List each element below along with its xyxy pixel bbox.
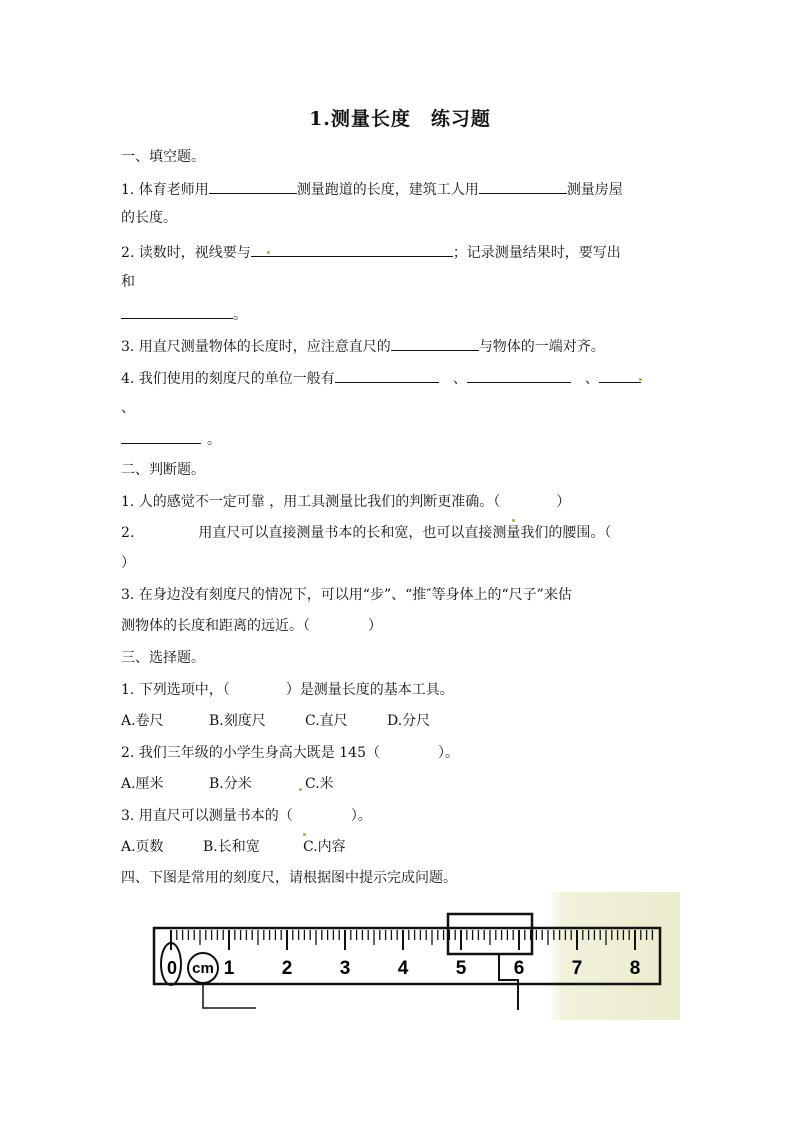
s1-question-2-cont: 和: [121, 274, 135, 290]
s3-question-1-options: [121, 711, 430, 731]
s3-q2-text-b: ）。: [437, 745, 459, 761]
answer-blank[interactable]: [209, 178, 297, 194]
s1-q4-text-c: 。: [207, 432, 221, 448]
s3-question-3-options: [121, 837, 346, 857]
s2-question-3: 3. 在身边没有刻度尺的情况下，可以用“步”、“推″等身体上的“尺子”来估: [121, 587, 572, 603]
s1-question-2: [121, 241, 621, 263]
s3-q3-text: 3. 用直尺可以测量书本的（: [121, 808, 293, 824]
s1-question-4: [121, 367, 641, 389]
s1-question-3: [121, 335, 605, 357]
answer-blank[interactable]: [599, 367, 641, 383]
s1-question-1-cont: 的长度。: [121, 210, 177, 226]
ruler-number: 3: [339, 958, 351, 979]
s1-q1-text-a: 1. 体育老师用: [121, 182, 209, 198]
s1-q1-text-b: 测量跑道的长度，建筑工人用: [296, 182, 479, 198]
s1-q4-text-a: 4. 我们使用的刻度尺的单位一般有: [121, 371, 335, 387]
s1-q3-text-b: 与物体的一端对齐。: [478, 339, 605, 355]
s3-question-3: [121, 806, 372, 826]
option-c[interactable]: C.内容: [303, 839, 346, 855]
s2-question-2: [121, 523, 611, 543]
ruler-unit-label: cm: [192, 960, 214, 977]
answer-blank[interactable]: [467, 367, 571, 383]
s2-question-1: [121, 492, 570, 512]
option-a[interactable]: A.厘米: [121, 776, 164, 792]
s3-q3-text-b: ）。: [350, 808, 372, 824]
ruler-number: 0: [166, 958, 178, 978]
s1-q4-sep-1: 、: [452, 371, 467, 387]
ruler-number: 8: [629, 958, 641, 979]
s3-question-1: [121, 680, 454, 700]
option-b[interactable]: B.长和宽: [203, 839, 260, 855]
answer-blank[interactable]: [121, 428, 201, 444]
ruler-number: 7: [571, 958, 583, 979]
s1-question-2-end: [121, 303, 247, 325]
option-a[interactable]: A.页数: [121, 839, 164, 855]
answer-blank[interactable]: [335, 367, 439, 383]
s1-q2-text-a: 2. 读数时，视线要与: [121, 245, 251, 261]
answer-blank[interactable]: [391, 335, 479, 351]
s1-question-1: [121, 178, 623, 200]
s2-q2-text: 用直尺可以直接测量书本的长和宽，也可以直接测量我们的腰围。（: [198, 525, 612, 541]
ruler-number: 5: [455, 958, 467, 979]
unit-leader-line: [203, 983, 256, 1008]
section-1-heading: 一、填空题。: [121, 149, 205, 165]
s2-q3-close: ）: [368, 618, 382, 634]
ruler-number: 2: [281, 958, 293, 979]
option-b[interactable]: B.刻度尺: [209, 713, 266, 729]
s1-q2-text-b: ；记录测量结果时，要写出: [452, 245, 621, 261]
ruler-figure: [146, 892, 680, 1020]
s3-q2-text: 2. 我们三年级的小学生身高大既是 145（: [121, 745, 380, 761]
s1-q1-text-c: 测量房屋: [566, 182, 623, 198]
s3-question-2-options: [121, 774, 334, 794]
worksheet-title: 1.测量长度 练习题: [309, 108, 491, 130]
s1-q4-sep-2: 、: [584, 371, 599, 387]
s2-q2-number: 2.: [121, 525, 135, 541]
option-b-label: B.分米: [209, 776, 252, 792]
s2-question-3-cont: [121, 616, 382, 636]
option-d[interactable]: D.分尺: [387, 713, 431, 729]
s1-question-4-end: [121, 428, 221, 450]
section-3-heading: 三、选择题。: [121, 650, 205, 666]
option-a[interactable]: A.卷尺: [121, 713, 164, 729]
s2-q1-text: 1. 人的感觉不一定可靠 ，用工具测量比我们的判断更准确。（: [121, 494, 501, 510]
option-c[interactable]: C.直尺: [305, 713, 348, 729]
s2-question-2-cont: ）: [121, 555, 135, 571]
ruler-image: [146, 892, 680, 1020]
s3-q1-text-b: ）是测量长度的基本工具。: [285, 682, 454, 698]
answer-blank[interactable]: [479, 178, 567, 194]
answer-blank[interactable]: [251, 241, 453, 257]
ruler-number: 6: [513, 958, 525, 979]
ruler-number: 4: [397, 958, 409, 979]
section-2-heading: 二、判断题。: [121, 462, 205, 478]
photo-shading: [416, 892, 680, 1020]
s3-q1-text: 1. 下列选项中，（: [121, 682, 230, 698]
s1-question-4-cont: 、: [121, 400, 135, 416]
s2-q1-close: ）: [556, 494, 571, 510]
ruler-number: 1: [223, 958, 235, 979]
s1-q3-text-a: 3. 用直尺测量物体的长度时，应注意直尺的: [121, 339, 391, 355]
answer-blank[interactable]: [121, 303, 233, 319]
option-b[interactable]: [209, 774, 297, 794]
s2-q3-text: 测物体的长度和距离的远近。（: [121, 618, 310, 634]
s3-question-2: [121, 743, 459, 763]
section-4-heading: 四、下图是常用的刻度尺，请根据图中提示完成问题。: [121, 870, 457, 886]
option-c[interactable]: C.米: [305, 776, 334, 792]
s1-q2-text-c: 。: [233, 307, 247, 323]
